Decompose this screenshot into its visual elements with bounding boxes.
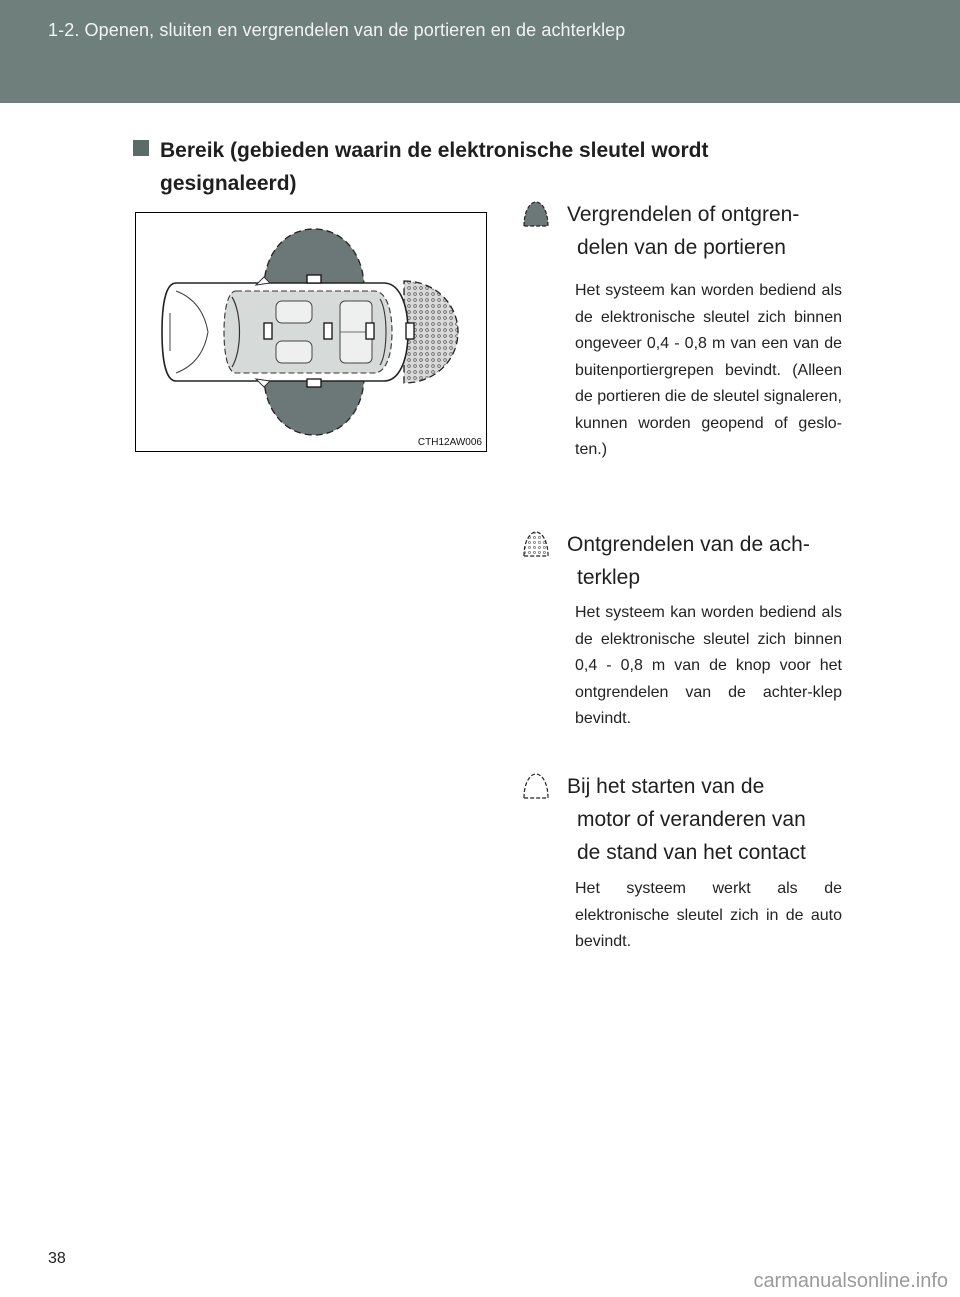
figure-code: CTH12AW006 [417, 437, 482, 448]
car-top-view-diagram [136, 213, 486, 451]
front-seat-left [276, 301, 312, 323]
legend-item-engine-start [522, 770, 842, 950]
detection-range-figure [135, 212, 487, 452]
legend-title-line: Vergrendelen of ontgren- [567, 203, 800, 226]
legend-item-door-lock [522, 198, 842, 458]
section-heading [133, 134, 813, 200]
dashed-outline-zone-icon [522, 772, 550, 800]
page-number: 38 [48, 1250, 66, 1267]
legend-description: Het systeem kan worden bediend als de elektronische sleutel zich binnen 0,4 - 0,8 m van de knop voor het ontgrendelen van de achter-klep bevindt. [575, 604, 842, 727]
antenna-cabin-mid [324, 323, 332, 339]
antenna-cabin-front [264, 323, 272, 339]
dotted-zone-icon [522, 530, 550, 558]
legend-title-line: Bij het starten van de [567, 775, 765, 798]
legend-description: Het systeem werkt als de elektronische sleutel zich in de auto bevindt. [575, 880, 842, 950]
watermark: carmanualsonline.info [753, 1270, 948, 1292]
section-heading-text: Bereik (gebieden waarin de elektronische sleutel wordt gesignaleerd) [160, 139, 709, 195]
chapter-section-title: 1-2. Openen, sluiten en vergrendelen van de portieren en de achterklep [48, 20, 626, 40]
legend-title [522, 770, 842, 869]
legend-description: Het systeem kan worden bediend als de elektronische sleutel zich binnen ongeveer 0,4 - 0,8 m van een van de buitenportiergrepen bevindt. (Alleen de portieren die de sleutel signaleren, kunnen worden geopend of geslo-ten.) [575, 282, 842, 458]
header-bar [0, 0, 960, 103]
antenna-top [307, 275, 321, 283]
legend-title-line: terklep [577, 566, 641, 589]
legend-title-line: delen van de portieren [577, 236, 786, 259]
antenna-cabin-rear [366, 323, 374, 339]
legend-title [522, 198, 842, 264]
legend-item-tailgate [522, 528, 842, 727]
legend-title-line: de stand van het contact [577, 841, 806, 864]
dark-filled-zone-icon [522, 200, 550, 228]
legend-title [522, 528, 842, 594]
legend-title-line: Ontgrendelen van de ach- [567, 533, 810, 556]
antenna-bottom [307, 379, 321, 387]
legend-title-line: motor of veranderen van [577, 808, 806, 831]
antenna-tailgate [406, 323, 414, 339]
front-seat-right [276, 341, 312, 363]
